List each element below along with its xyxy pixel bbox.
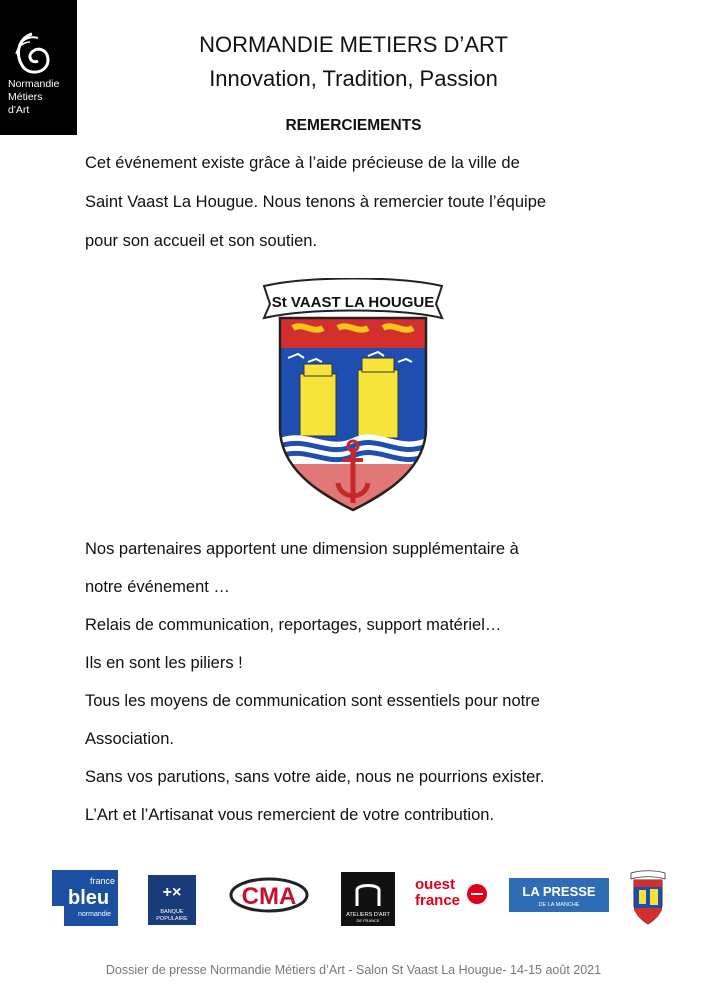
body-line: Association. [85,730,174,748]
ateliers-dart-logo [341,872,395,926]
france-bleu-logo [52,870,118,926]
body-line: Sans vos parutions, sans votre aide, nous ne pourrions exister. [85,768,545,786]
body-line: notre événement … [85,578,230,596]
la-presse-de-la-manche-logo [509,878,609,912]
logo-line: Normandie [8,78,60,90]
body-line: L’Art et l’Artisanat vous remercient de votre contribution. [85,806,495,824]
svg-text:CMA: CMA [241,883,297,910]
saint-vaast-small-crest [629,870,667,926]
page-title: NORMANDIE METIERS D’ART [199,32,508,57]
ouest-france-logo [413,874,489,910]
svg-text:DE LA MANCHE: DE LA MANCHE [538,902,580,908]
logo-line: d'Art [8,104,30,116]
intro-line: pour son accueil et son soutien. [85,232,318,250]
page-subtitle: Innovation, Tradition, Passion [209,66,498,91]
body-line: Tous les moyens de communication sont essentiels pour notre [85,692,540,710]
banque-populaire-logo [148,875,196,925]
intro-line: Saint Vaast La Hougue. Nous tenons à remercier toute l’équipe [85,193,547,211]
page-footer: Dossier de presse Normandie Métiers d’Art - Salon St Vaast La Hougue- 14-15 août 2021 [105,963,602,977]
body-line: Relais de communication, reportages, support matériel… [85,616,502,634]
svg-text:ouest: ouest [415,876,456,893]
section-title: REMERCIEMENTS [285,117,422,134]
cma-logo [229,876,309,914]
body-line: Nos partenaires apportent une dimension supplémentaire à [85,540,519,558]
partner-logos [0,858,707,938]
crest-banner-text: St VAAST LA HOUGUE [271,294,435,311]
svg-text:POPULAIRE: POPULAIRE [156,916,188,922]
svg-text:bleu: bleu [68,887,110,909]
svg-text:france: france [415,892,461,909]
svg-text:ATELIERS D'ART: ATELIERS D'ART [346,912,390,918]
body-line: Ils en sont les piliers ! [85,654,243,672]
svg-text:+×: +× [162,884,182,901]
svg-text:LA PRESSE: LA PRESSE [522,884,596,899]
saint-vaast-crest [258,278,448,521]
svg-text:BANQUE: BANQUE [160,909,184,915]
svg-text:DE FRANCE: DE FRANCE [356,918,380,923]
svg-text:normandie: normandie [78,911,112,918]
svg-text:france: france [90,876,116,886]
intro-line: Cet événement existe grâce à l’aide précieuse de la ville de [85,154,520,172]
logo-line: Métiers [8,91,43,103]
